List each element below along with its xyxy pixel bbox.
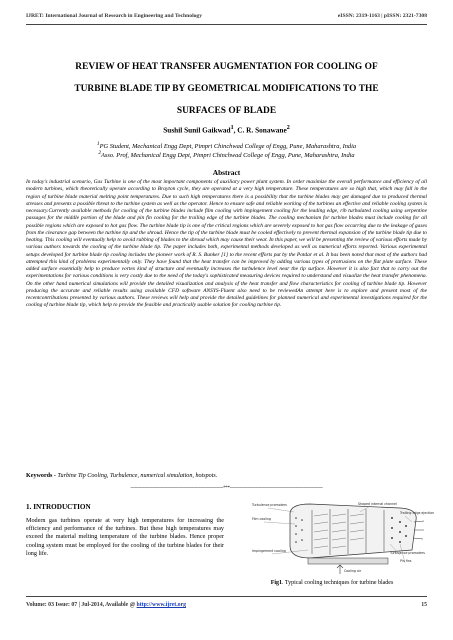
- keywords-line: [26, 473, 427, 479]
- affiliation-2-superscript: 2: [98, 150, 102, 156]
- blade-outline: [290, 504, 416, 558]
- paper-title: [20, 56, 433, 122]
- author-separator: ,: [233, 125, 238, 135]
- journal-name: IJRET: International Journal of Research in Engineering and Technology: [26, 13, 203, 19]
- affiliation-2: [0, 150, 453, 159]
- abstract-text: In today's industrial scenario, Gas Turbine is one of the most important components of auxiliary power plant system. In order maximize the overall performance and efficiency of all modern turbines, which theoretically operate according to Brayton cycle, they are operated at a very high temperature. These temperatures are so high that, which may fall in the region of turbine blade material melting point temperatures. Due to such high temperatures there is a possibility that the turbine blades may get damaged due to produced thermal stresses and presents a possible threat to the turbine system as well as the operator. Hence to ensure safe and reliable working of the turbines an effective and reliable cooling system is necessary.Currently available methods for cooling of the turbine blades include film cooling with impingement cooling for the leading edge, rib turbulated cooling using serpentine passages for the middle portion of the blade and pin fin cooling for the trailing edge of the turbine blades. The cooling mechanism for turbine blades must include cooling for all possible regions which are exposed to hot gas flow. The turbine blade tip is one of the critical regions which are severely exposed to hot gas flow occurring due to the leakage of gases from the clearance gap between the turbine tip and the shroud. Hence the tip of the turbine blade must be cooled effectively to prevent thermal expansion of the turbine blade tip due to heating. This cooling will eventually help to avoid rubbing of blades to the shroud which may cause their wear. In this paper, we will be presenting the review of various efforts made by various authors towards the cooling of the turbine blade tip. The paper includes both, experimental methods developed as well as numerical efforts reported. Various experimental setups developed for turbine blade tip cooling includes the pioneer work of R. S. Bunker [1] to the recent efforts put by the Potdar et al. It has been noted that most of the authors had attempted this kind of problems experimentally only. They have found that the heat transfer can be improved by adding various types of protrusions on the flat plate surface. These added surface essentially help to produce vortex kind of structure and eventually increases the turbulence level near the tip surface. However it is also fact that to carry out the experimentations for various conditions is very costly due to the need of the today's sophisticated measuring devices required to understand and visualize the heat transfer phenomena. On the other hand numerical simulations will provide the detailed visualization and analysis of the heat transfer and flow characteristics for cooling of turbine blade tip. However producing the accurate and reliable results using available CFD software ANSYS-Fluent also need to be reviewedAn attempt here is to explore and present most of the recentcontributions presented by various authors. These reviews will help and provide the detailed guidelines for planned numerical and experimental investigations required for the cooling of turbine blade tip, which help to provide the feasible and practically usable solution for cooling turbine tip.: [26, 179, 427, 309]
- label-turbulence-promoters: Turbulence promoters: [252, 503, 287, 507]
- turbine-blade-figure: [250, 500, 435, 574]
- label-shaped-channel: Shaped internal channel: [358, 502, 397, 506]
- page-footer: [26, 602, 427, 608]
- abstract-heading: Abstract: [212, 168, 241, 177]
- affiliation-2-text: Asso. Prof, Mechanical Engg Dept, Pimpri Chinchwad College of Engg, Pune, Maharashtra, India: [101, 152, 355, 160]
- footer-volume-text: Volume: 03 Issue: 07 | Jul-2014, Available @: [26, 602, 137, 608]
- affiliation-1-superscript: 1: [96, 141, 100, 147]
- keywords-label: Keywords -: [26, 473, 58, 479]
- author-2-superscript: 2: [286, 125, 290, 131]
- footer-rule: [26, 596, 427, 597]
- title-line-2: TURBINE BLADE TIP BY GEOMETRICAL MODIFICATIONS TO THE: [74, 84, 379, 94]
- author-2: C. R. Sonawane: [237, 125, 287, 135]
- author-1: Sushil Sunil Gaikwad: [163, 125, 231, 135]
- figure-caption: [232, 580, 432, 586]
- author-1-superscript: 1: [230, 125, 234, 131]
- page-number: 15: [421, 602, 427, 608]
- introduction-text: Modern gas turbines operate at very high temperatures for increasing the efficiency and performance of the turbines. But these high temperatures may exceed the material melting temperature of the turbine blades. Hence proper cooling system must be employed for the cooling of the turbine blades for their long life.: [26, 518, 224, 557]
- label-cooling-air: Cooling air: [344, 569, 362, 573]
- header-rule: [26, 24, 427, 25]
- affiliation-1-text: PG Student, Mechanical Engg Dept, Pimpri Chinchwad College of Engg, Pune, Maharashtra, India: [99, 143, 357, 151]
- label-pin-fins: Pin fins: [400, 559, 412, 563]
- affiliation-1: [0, 141, 453, 150]
- label-film-cooling: Film cooling: [252, 517, 271, 521]
- author-list: [0, 125, 453, 134]
- blade-root: [308, 558, 388, 564]
- title-line-1: REVIEW OF HEAT TRANSFER AUGMENTATION FOR COOLING OF: [75, 62, 378, 72]
- section-divider: --------------------------------------------------------------------***--------------------------------------------------------------------: [130, 486, 323, 491]
- journal-issn: eISSN: 2319-1163 | pISSN: 2321-7308: [337, 13, 427, 19]
- journal-header: [26, 13, 427, 19]
- label-turbulence-promoters-2: Turbulence promoters: [390, 551, 425, 555]
- figure-caption-label: Fig1: [270, 580, 283, 586]
- figure-caption-text: . Typical cooling techniques for turbine blades: [282, 580, 394, 586]
- keywords-text: Turbine Tip Cooling, Turbulence, numerical simulation, hotspots.: [57, 473, 218, 479]
- label-impingement: Impingement cooling: [252, 549, 286, 553]
- introduction-heading: 1. INTRODUCTION: [26, 503, 91, 511]
- footer-volume: [26, 602, 186, 608]
- title-line-3: SURFACES OF BLADE: [176, 106, 277, 116]
- journal-url-link[interactable]: http://www.ijret.org: [136, 602, 187, 608]
- label-trailing-edge: Trailing edge ejection: [400, 511, 435, 515]
